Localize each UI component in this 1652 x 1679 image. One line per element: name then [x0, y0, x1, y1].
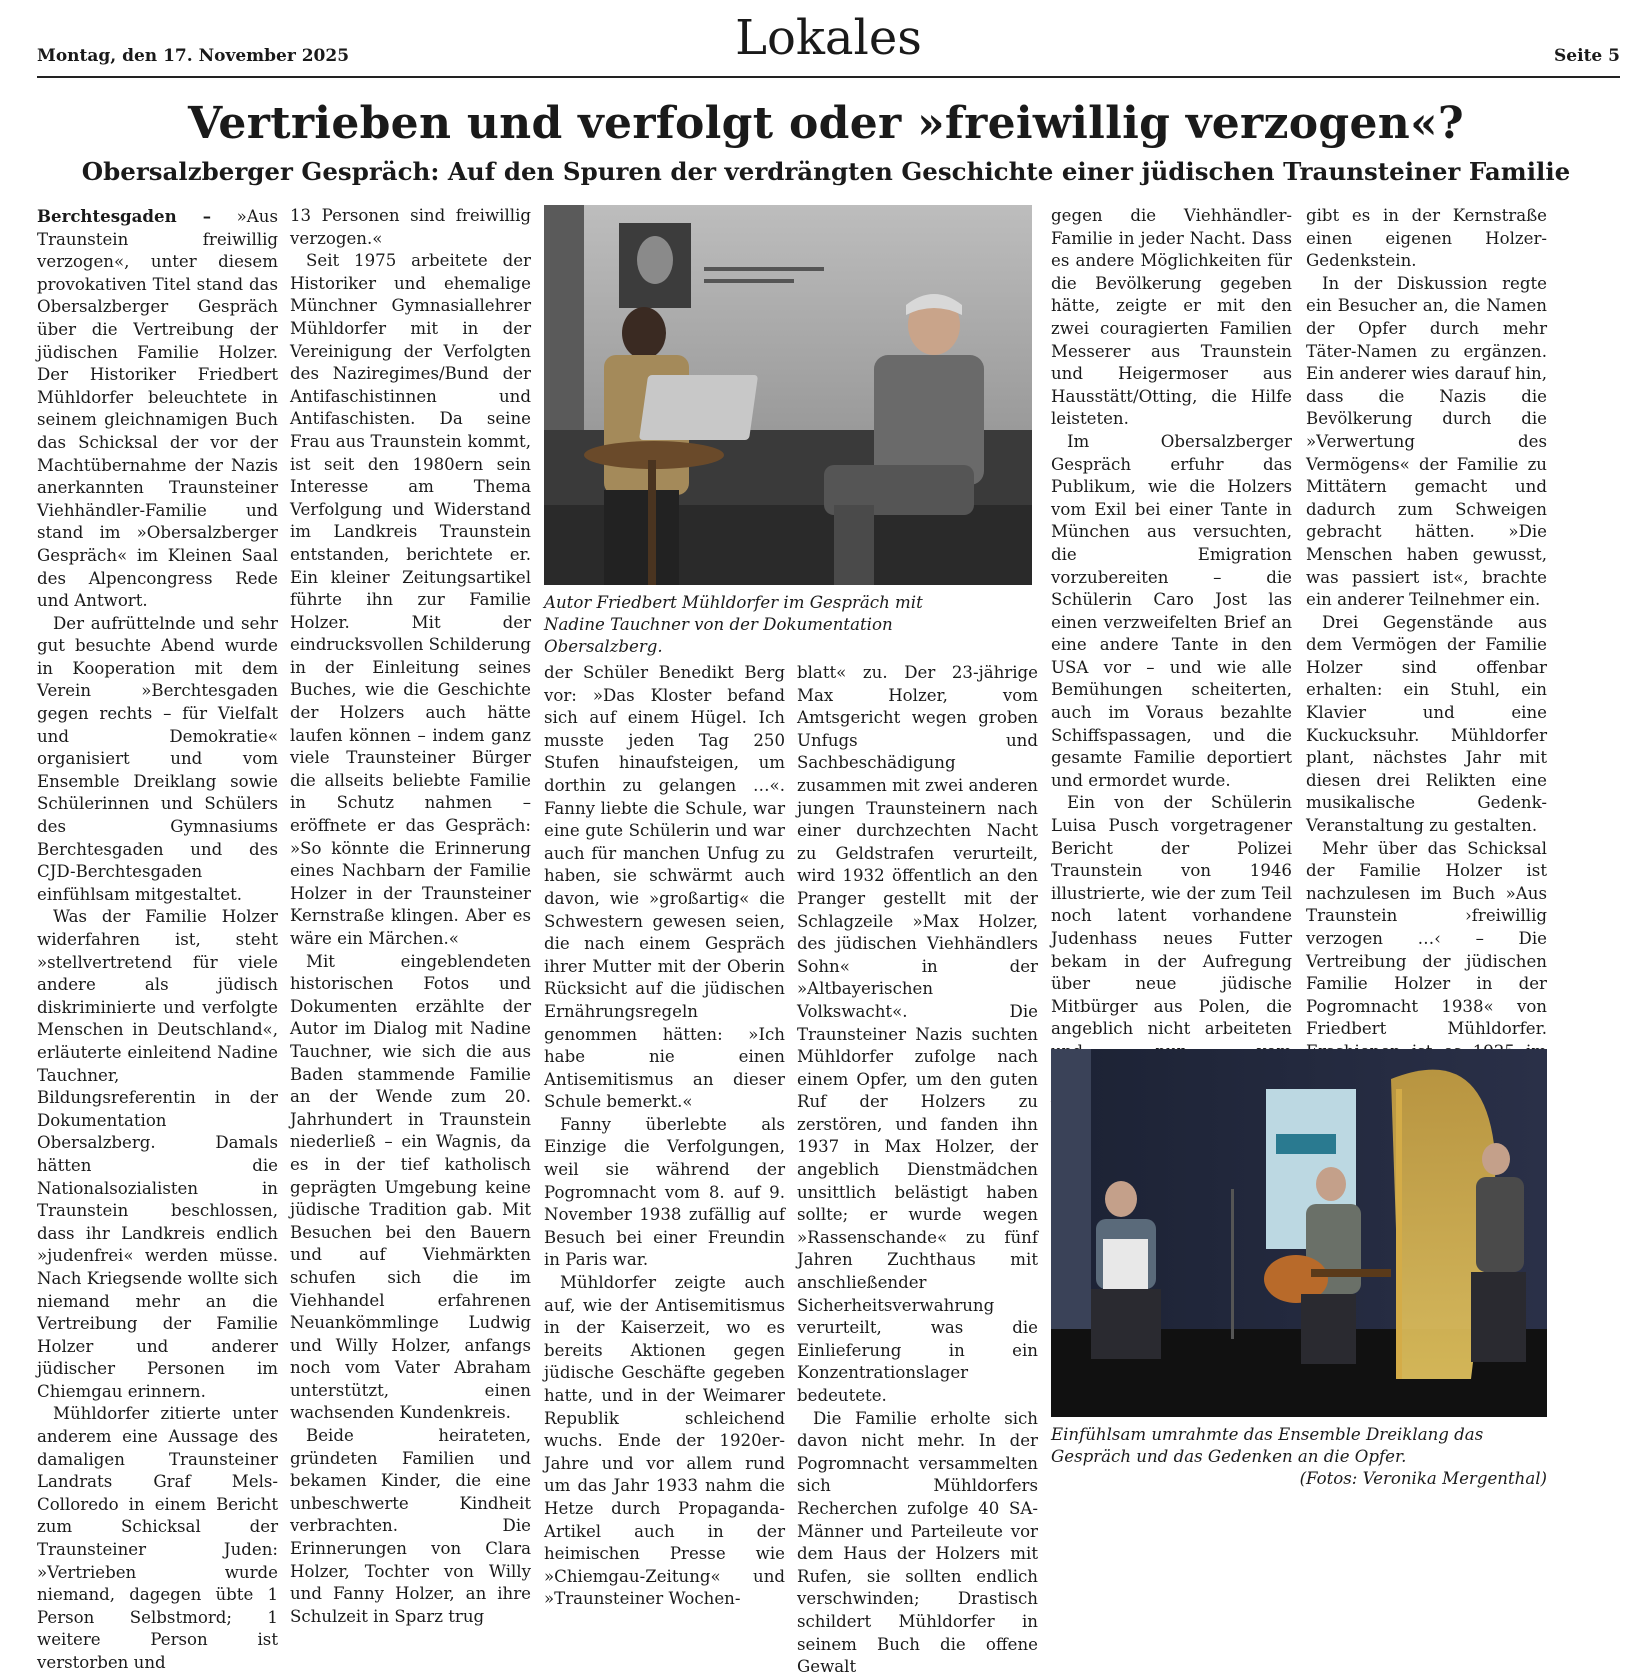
article-column-3	[544, 662, 785, 1609]
paragraph: Der aufrüttelnde und sehr gut besuchte Abend wurde in Kooperation mit dem Verein »Berchtesgaden gegen rechts – für Vielfalt und Demokratie« organisiert und vom Ensemble Dreiklang sowie Schülerinnen und Schülers des Gymnasiums Berchtesgaden und des CJD-Berchtesgaden einfühlsam mitgestaltet.	[37, 613, 278, 904]
article-column-6	[1306, 205, 1547, 1039]
paragraph: Mühldorfer zeigte auch auf, wie der Antisemitismus in der Kaiserzeit, wo es bereits Aktionen gegen jüdische Geschäfte gegeben hatte, und in der Weimarer Republik schleichend wuchs. Ende der 1920er-Jahre und vor allem rund um das Jahr 1933 nahm die Hetze durch Propaganda-Artikel auch in der heimischen Presse wie »Chiemgau-Zeitung« und »Traunsteiner Wochen-	[544, 1273, 785, 1609]
paragraph: gegen die Viehhändler-Familie in jeder Nacht. Dass es andere Möglichkeiten für die Bevölkerung gegeben hätte, zeigte er mit den zwei couragierten Familien Messerer aus Traunstein und Heigermoser aus Hausstätt/Otting, die Hilfe leisteten.	[1051, 206, 1292, 429]
paragraph: der Schüler Benedikt Berg vor: »Das Kloster befand sich auf einem Hügel. Ich musste jeden Tag 250 Stufen hinaufsteigen, um dorthin zu gelangen …«. Fanny liebte die Schule, war eine gute Schülerin und war auch für manchen Unfug zu haben, sie schwärmt auch davon, wie »großartig« die Schwestern gewesen seien, die nach einem Gespräch ihrer Mutter mit der Oberin Rücksicht auf die jüdischen Ernährungsregeln genommen hätten: »Ich habe nie einen Antisemitismus an dieser Schule bemerkt.«	[544, 663, 785, 1112]
article-subheadline: Obersalzberger Gespräch: Auf den Spuren der verdrängten Geschichte einer jüdischen Traunsteiner Familie	[81, 157, 1571, 186]
page-header	[37, 0, 1620, 78]
issue-date: Montag, den 17. November 2025	[37, 46, 350, 66]
paragraph: Fanny überlebte als Einzige die Verfolgungen, weil sie während der Pogromnacht vom 8. auf 9. November 1938 zufällig auf Besuch bei einer Freundin in Paris war.	[544, 1114, 785, 1270]
photo-ensemble	[1051, 1049, 1547, 1417]
paragraph: Drei Gegenstände aus dem Vermögen der Familie Holzer sind offenbar erhalten: ein Stuhl, ein Klavier und eine Kuckucksuhr. Mühldorfer plant, nächstes Jahr mit diesen drei Relikten eine musikalische Gedenk-Veranstaltung zu gestalten.	[1306, 612, 1547, 836]
paragraph: Im Obersalzberger Gespräch erfuhr das Publikum, wie die Holzers vom Exil bei einer Tante in München aus versuchten, die Emigration vorzubereiten – die Schülerin Caro Jost las einen verzweifelten Brief an eine andere Tante in den USA vor – und wie alle Bemühungen scheiterten, auch im Voraus bezahlte Schiffspassagen, und die gesamte Familie deportiert und ermordet wurde.	[1051, 431, 1292, 790]
paragraph: Die Familie erholte sich davon nicht mehr. In der Pogromnacht versammelten sich Mühldorfers Recherchen zufolge 40 SA-Männer und Parteileute vor dem Haus der Holzers mit Rufen, sie sollten endlich verschwinden; Drastisch schildert Mühldorfer in seinem Buch die offene Gewalt	[797, 1408, 1038, 1677]
paragraph: Ein von der Schülerin Luisa Pusch vorgetragener Bericht der Polizei Traunstein von 1946 illustrierte, wie der zum Teil noch latent vorhandene Judenhass neues Futter bekam in der Aufregung über neue jüdische Mitbürger aus Polen, die angeblich nicht arbeiteten	[1051, 793, 1292, 1039]
paragraph: Mit eingeblendeten historischen Fotos und Dokumenten erzählte der Autor im Dialog mit Nadine Tauchner, wie sich die aus Baden stammende Familie an der Wende zum 20. Jahrhundert in Traunstein niederließ – ein Wagnis, da es in der tief katholisch geprägten Umgebung keine jüdische Tradition gab. Mit Besuchen bei den Bauern und auf Viehmärkten schufen sich die im Viehhandel erfahrenen Neuankömmlinge Ludwig und Willy Holzer, anfangs noch vom Vater Abraham unterstützt, einen wachsenden Kundenkreis.	[290, 951, 531, 1423]
paragraph: blatt« zu. Der 23-jährige Max Holzer, vom Amtsgericht wegen groben Unfugs und Sachbeschädigung zusammen mit zwei anderen jungen Traunsteinern nach einer durchzechten Nacht zu Geldstrafen verurteilt, wird 1932 öffentlich an den Pranger gestellt mit der Schlagzeile »Max Holzer, des jüdischen Viehhändlers Sohn« in der »Altbayerischen Volkswacht«. Die Traunsteiner Nazis suchten Mühldorfer zufolge nach einem Opfer, um den guten Ruf der Holzers zu zerstören, und fanden ihn 1937 in Max Holzer, der angeblich Dienstmädchen unsittlich belästigt haben sollte; er wurde wegen »Rassenschande« zu fünf Jahren Zuchthaus mit anschließender Sicherheitsverwahrung verurteilt, was die Einlieferung in ein Konzentrationslager bedeutete.	[797, 663, 1038, 1405]
article-column-5	[1051, 205, 1292, 1039]
photo-ensemble-image	[1051, 1049, 1547, 1417]
photo-discussion	[544, 205, 1032, 585]
paragraph: Berchtesgaden – »Aus Traunstein freiwillig verzogen«, unter diesem provokativen Titel stand das Obersalzberger Gespräch über die Vertreibung der jüdischen Familie Holzer. Der Historiker Friedbert Mühldorfer beleuchtete in seinem gleichnamigen Buch das Schicksal der vor der Machtübernahme der Nazis anerkannten Traunsteiner Viehhändler-Familie und stand im »Obersalzberger Gespräch« im Kleinen Saal des Alpencongress Rede und Antwort.	[37, 206, 278, 611]
photo-discussion-image	[544, 205, 1032, 585]
paragraph: Seit 1975 arbeitete der Historiker und ehemalige Münchner Gymnasiallehrer Mühldorfer mit in der Vereinigung der Verfolgten des Naziregimes/Bund der Antifaschistinnen und Antifaschisten. Da seine Frau aus Traunstein kommt, ist seit den 1980ern sein Interesse am Thema Verfolgung und Widerstand im Landkreis Traunstein entstanden, berichtete er. Ein kleiner Zeitungsartikel führte ihn zur Familie Holzer. Mit der eindrucksvollen Schilderung in der Einleitung seines Buches, wie die Geschichte der Holzers auch hätte laufen können – indem ganz viele Traunsteiner Bürger die allseits beliebte Familie in Schutz nahmen – eröffnete er das Gespräch: »So könnte die Erinnerung eines Nachbarn der Familie Holzer in der Traunsteiner Kernstraße klingen. Aber es wäre ein Märchen.«	[290, 251, 532, 948]
article-column-4	[797, 662, 1038, 1677]
paragraph: Beide heirateten, gründeten Familien und bekamen Kinder, die eine unbeschwerte Kindheit verbrachten. Die Erinnerungen von Clara Holzer, Tochter von Willy und Fanny Holzer, an ihre Schulzeit in Sparz trug	[290, 1426, 531, 1626]
article-column-1	[37, 205, 278, 1672]
paragraph: Was der Familie Holzer widerfahren ist, steht »stellvertretend für viele andere als jüdisch diskriminierte und verfolgte Menschen in Deutschland«, erläuterte einleitend Nadine Tauchner, Bildungsreferentin in der Dokumentation Obersalzberg. Damals hätten die Nationalsozialisten in Traunstein beschlossen, dass ihr Landkreis endlich »judenfrei« werden müsse. Nach Kriegsende wollte sich niemand mehr an die Vertreibung der Familie Holzer und anderer jüdischer Personen im Chiemgau erinnern.	[37, 907, 278, 1401]
photo-ensemble-caption: Einfühlsam umrahmte das Ensemble Dreiklang das Gespräch und das Gedenken an die Opfer.	[1051, 1425, 1484, 1466]
article-headline: Vertrieben und verfolgt oder »freiwillig verzogen«?	[188, 98, 1464, 149]
section-title: Lokales	[735, 10, 922, 66]
photo-discussion-caption: Autor Friedbert Mühldorfer im Gespräch mit Nadine Tauchner von der Dokumentation Obersalzberg.	[544, 593, 923, 656]
dateline: Berchtesgaden –	[37, 206, 212, 226]
paragraph: 13 Personen sind freiwillig verzogen.«	[290, 206, 531, 248]
article-column-2	[290, 205, 532, 1626]
paragraph: Mühldorfer zitierte unter anderem eine Aussage des damaligen Traunsteiner Landrats Graf Mels-Colloredo in einem Bericht zum Schicksal der Traunsteiner Juden: »Vertrieben wurde niemand, dagegen übte 1 Person Selbstmord; 1 weitere Person ist verstorben und	[37, 1404, 278, 1672]
paragraph: Mehr über das Schicksal der Familie Holzer ist nachzulesen im Buch »Aus Traunstein ›freiwillig verzogen …‹ – Die Vertreibung der jüdischen Familie Holzer in der Pogromnacht 1938« von Friedbert Mühldorfer.	[1306, 838, 1547, 1039]
page-number: Seite 5	[1554, 46, 1620, 66]
paragraph: gibt es in der Kernstraße einen eigenen Holzer-Gedenkstein.	[1306, 206, 1547, 271]
photo-credit: (Fotos: Veronika Mergenthal)	[1299, 1469, 1547, 1488]
paragraph: In der Diskussion regte ein Besucher an, die Namen der Opfer durch mehr Täter-Namen zu ergänzen. Ein anderer wies darauf hin, dass die Nazis die Bevölkerung durch die »Verwertung des Vermögens« der Familie zu Mittätern gemacht und dadurch zum Schweigen gebracht hätten. »Die Menschen haben gewusst, was passiert ist«, brachte ein anderer Teilnehmer ein.	[1306, 273, 1547, 610]
